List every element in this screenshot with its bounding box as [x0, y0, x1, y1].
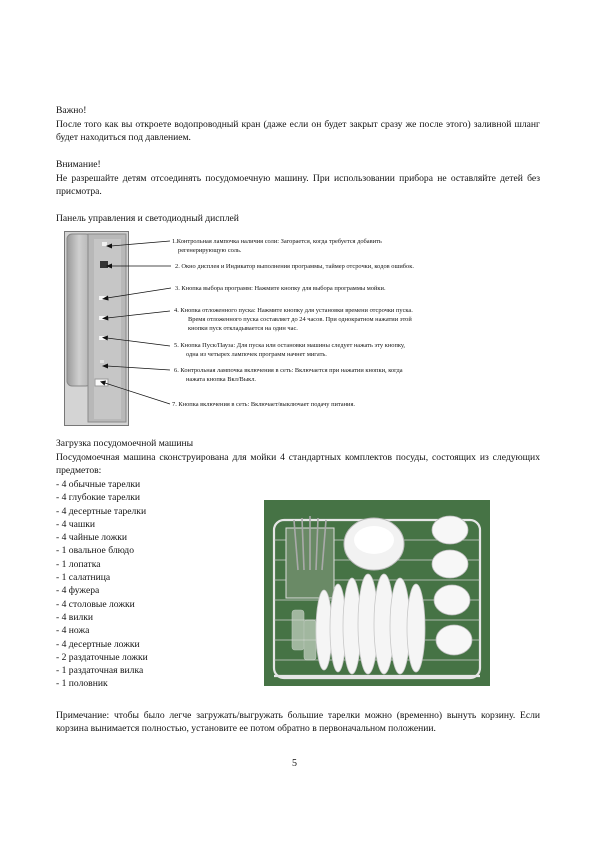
list-item: - 4 чайные ложки	[56, 532, 128, 544]
list-item: - 4 чашки	[56, 518, 96, 530]
control-panel-image	[64, 231, 129, 426]
callout-4-line-2: Время отложенного пуска составляет до 24 часов. При однократном нажатии этой	[188, 316, 412, 323]
callout-1	[172, 237, 382, 255]
callout-6-line-1: 6. Контрольная лампочка включения в сеть: Включается при нажатии кнопки, когда	[174, 367, 403, 374]
callout-6	[174, 366, 403, 384]
list-item: - 1 салатница	[56, 572, 111, 584]
callout-3: 3. Кнопка выбора программ: Нажмите кнопку для выбора программы мойки.	[175, 285, 386, 292]
list-item: - 4 десертные тарелки	[56, 505, 147, 517]
start-pause-button[interactable]	[99, 336, 107, 340]
attention-text: Не разрешайте детям отсоединять посудомоечную машину. При использовании прибора не оставляйте детей без присмотра.	[56, 173, 540, 198]
list-item: - 2 раздаточные ложки	[56, 651, 148, 663]
list-item: - 4 фужера	[56, 585, 100, 597]
list-item: - 4 столовые ложки	[56, 598, 135, 610]
note-text: Примечание: чтобы было легче загружать/выгружать большие тарелки можно (временно) вынуть корзину. Если корзина вынимается полностью, установите ее потом обратно в первоначальном положении.	[56, 710, 540, 735]
program-button[interactable]	[99, 296, 107, 300]
delay-start-button[interactable]	[99, 316, 107, 320]
callout-4	[174, 306, 413, 333]
list-item: - 4 обычные тарелки	[56, 479, 141, 490]
panel-heading: Панель управления и светодиодный дисплей	[56, 213, 239, 224]
callout-4-line-1: 4. Кнопка отложенного пуска: Нажмите кнопку для установки времени отсрочки пуска.	[174, 307, 413, 314]
list-item: - 4 десертные ложки	[56, 638, 140, 650]
callout-5-line-2: одна из четырех лампочек программ начнет мигать.	[186, 351, 327, 358]
display-window	[100, 261, 108, 268]
important-title: Важно!	[56, 105, 87, 116]
list-item: - 1 раздаточная вилка	[56, 665, 144, 677]
power-indicator-lamp	[100, 360, 104, 363]
dish-rack-photo	[264, 500, 490, 686]
loading-heading: Загрузка посудомоечной машины	[56, 438, 194, 449]
dish-list	[56, 478, 148, 691]
callout-7: 7. Кнопка включения в сеть: Включает/выключает подачу питания.	[172, 401, 355, 408]
callout-5	[174, 341, 405, 359]
loading-intro: Посудомоечная машина сконструирована для мойки 4 стандартных комплектов посуды, состоящих из следующих предметов:	[56, 452, 540, 477]
list-item: - 4 вилки	[56, 611, 94, 623]
callout-1-line-1: 1.Контрольная лампочка наличия соли: Загорается, когда требуется добавить	[172, 238, 382, 245]
power-button[interactable]	[95, 379, 108, 386]
list-item: - 1 лопатка	[56, 558, 101, 570]
page-number: 5	[292, 758, 297, 769]
callout-5-line-1: 5. Кнопка Пуск/Пауза: Для пуска или остановки машины следует нажать эту кнопку,	[174, 342, 406, 349]
attention-title: Внимание!	[56, 159, 101, 170]
list-item: - 1 овальное блюдо	[56, 545, 134, 557]
salt-indicator-lamp	[102, 242, 107, 246]
callout-2: 2. Окно дисплея и Индикатор выполнения программы, таймер отсрочки, кодов ошибок.	[175, 263, 414, 270]
list-item: - 1 половник	[56, 678, 108, 690]
callout-1-line-2: регенерирующую соль.	[178, 247, 242, 254]
callout-4-line-3: кнопки пуск откладывается на один час.	[188, 325, 298, 332]
important-text: После того как вы откроете водопроводный кран (даже если он будет закрыт сразу же после этого) заливной шланг будет находиться под давлением.	[56, 119, 540, 144]
list-item: - 4 ножа	[56, 625, 90, 637]
list-item: - 4 глубокие тарелки	[56, 492, 141, 504]
callout-6-line-2: нажата кнопка Вкл/Выкл.	[186, 376, 257, 383]
